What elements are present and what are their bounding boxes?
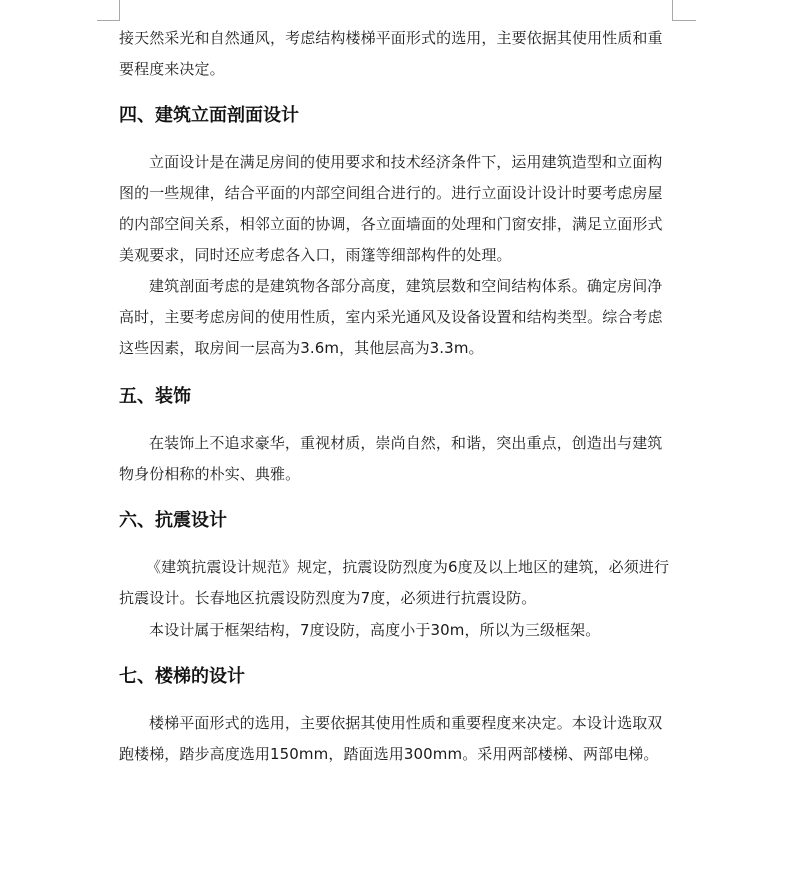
section-heading-stairs: 七、楼梯的设计 bbox=[119, 666, 245, 687]
section-heading-seismic: 六、抗震设计 bbox=[119, 510, 227, 531]
intro-paragraph: 接天然采光和自然通风，考虑结构楼梯平面形式的选用，主要依据其使用性质和重要程度来决定。 bbox=[119, 29, 663, 78]
paragraph-seismic-frame: 本设计属于框架结构，7度设防，高度小于30m，所以为三级框架。 bbox=[149, 621, 601, 639]
paragraph-stairs: 楼梯平面形式的选用，主要依据其使用性质和重要程度来决定。本设计选取双跑楼梯，踏步高度选用150mm，踏面选用300mm。采用两部楼梯、两部电梯。 bbox=[119, 714, 663, 763]
paragraph-section-design: 建筑剖面考虑的是建筑物各部分高度，建筑层数和空间结构体系。确定房间净高时，主要考虑房间的使用性质，室内采光通风及设备设置和结构类型。综合考虑这些因素，取房间一层高为3.6m，其他层高为3.3m。 bbox=[119, 277, 663, 357]
margin-corner-mark-right bbox=[672, 0, 696, 21]
section-heading-decoration: 五、装饰 bbox=[119, 386, 191, 407]
section-heading-facade-section: 四、建筑立面剖面设计 bbox=[119, 105, 299, 126]
margin-corner-mark-left bbox=[97, 0, 120, 21]
paragraph-decoration: 在装饰上不追求豪华，重视材质，崇尚自然，和谐，突出重点，创造出与建筑物身份相称的朴实、典雅。 bbox=[119, 434, 663, 483]
paragraph-seismic-code: 《建筑抗震设计规范》规定，抗震设防烈度为6度及以上地区的建筑，必须进行抗震设计。长春地区抗震设防烈度为7度，必须进行抗震设防。 bbox=[119, 558, 670, 607]
paragraph-facade-design: 立面设计是在满足房间的使用要求和技术经济条件下，运用建筑造型和立面构图的一些规律，结合平面的内部空间组合进行的。进行立面设计设计时要考虑房屋的内部空间关系，相邻立面的协调，各立面墙面的处理和门窗安排，满足立面形式美观要求，同时还应考虑各入口，雨篷等细部构件的处理。 bbox=[119, 153, 663, 264]
